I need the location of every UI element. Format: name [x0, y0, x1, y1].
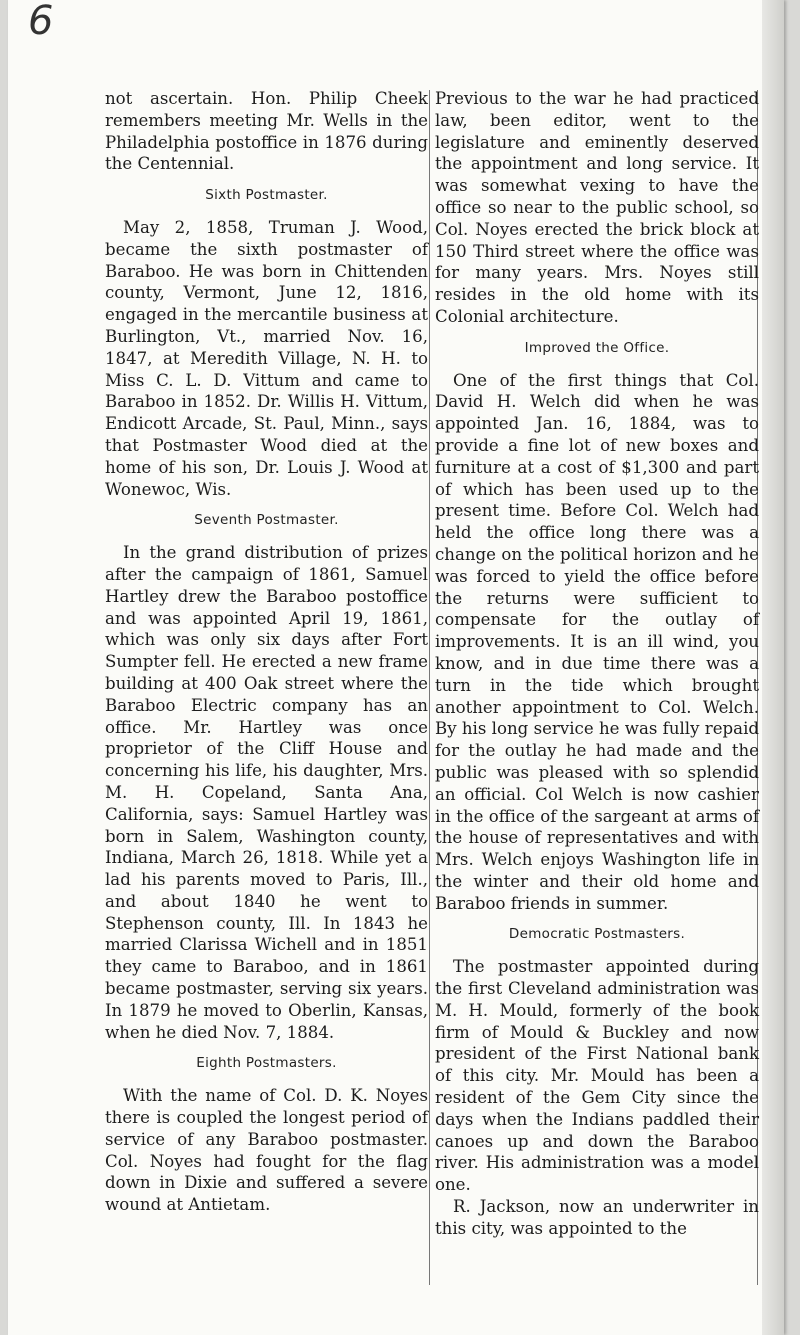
section-heading: Improved the Office.: [524, 339, 670, 356]
paragraph: The postmaster appointed during the first Cleveland administration was M. H. Mould, formerly of the book firm of Mould & Buckley and now president of the First National bank of this city. Mr. Mould has been a resident of the Gem City since the days when the Indians paddled their canoes up and down the Baraboo river. His administration was a model one.: [435, 957, 759, 1195]
paragraph: not ascertain. Hon. Philip Cheek remembers meeting Mr. Wells in the Philadelphia postoffice in 1876 during the Centennial.: [105, 89, 428, 174]
paragraph: Previous to the war he had practiced law, been editor, went to the legislature and eminently deserved the appointment and long service. It was somewhat vexing to have the office so near to the public school, so Col. Noyes erected the brick block at 150 Third street where the office was for many years. Mrs. Noyes still resides in the old home with its Colonial architecture.: [435, 89, 759, 326]
left-column: [105, 88, 428, 1216]
right-column: [435, 88, 759, 1240]
column-rule: [429, 90, 430, 1285]
page-number: 6: [28, 0, 54, 44]
section-heading: Democratic Postmasters.: [508, 926, 686, 943]
page-edge: [762, 0, 784, 1335]
paragraph: One of the first things that Col. David H. Welch did when he was appointed Jan. 16, 1884, was to provide a fine lot of new boxes and furniture at a cost of $1,300 and part of which has been used up to the present time. Before Col. Welch had held the office long there was a change on the political horizon and he was forced to yield the office before the returns were sufficient to compensate for the outlay of improvements. It is an ill wind, you know, and in due time there was a turn in the tide which brought another appointment to Col. Welch. By his long service he was fully repaid for the outlay he had made and the public was pleased with so splendid an official. Col Welch is now cashier in the office of the sargeant at arms of the house of representatives and with Mrs. Welch enjoys Washington life in the winter and their old home and Baraboo friends in summer.: [435, 370, 759, 913]
section-heading: Eighth Postmasters.: [196, 1055, 337, 1072]
section-heading: Seventh Postmaster.: [194, 512, 339, 529]
paragraph: May 2, 1858, Truman J. Wood, became the sixth postmaster of Baraboo. He was born in Chittenden county, Vermont, June 12, 1816, engaged in the mercantile business at Burlington, Vt., married Nov. 16, 1847, at Meredith Village, N. H. to Miss C. L. D. Vittum and came to Baraboo in 1852. Dr. Willis H. Vittum, Endicott Arcade, St. Paul, Minn., says that Postmaster Wood died at the home of his son, Dr. Louis J. Wood at Wonewoc, Wis.: [105, 217, 428, 499]
paragraph: With the name of Col. D. K. Noyes there is coupled the longest period of service of any Baraboo postmaster. Col. Noyes had fought for the flag down in Dixie and suffered a severe wound at Antietam.: [105, 1086, 428, 1215]
section-heading: Sixth Postmaster.: [205, 187, 328, 204]
paragraph: R. Jackson, now an underwriter in this city, was appointed to the: [435, 1197, 759, 1238]
paragraph: In the grand distribution of prizes after the campaign of 1861, Samuel Hartley drew the Baraboo postoffice and was appointed April 19, 1861, which was only six days after Fort Sumpter fell. He erected a new frame building at 400 Oak street where the Baraboo Electric company has an office. Mr. Hartley was once proprietor of the Cliff House and concerning his life, his daughter, Mrs. M. H. Copeland, Santa Ana, California, says: Samuel Hartley was born in Salem, Washington county, Indiana, March 26, 1818. While yet a lad his parents moved to Paris, Ill., and about 1840 he went to Stephenson county, Ill. In 1843 he married Clarissa Wichell and in 1851 they came to Baraboo, and in 1861 became postmaster, serving six years. In 1879 he moved to Oberlin, Kansas, when he died Nov. 7, 1884.: [105, 543, 428, 1042]
